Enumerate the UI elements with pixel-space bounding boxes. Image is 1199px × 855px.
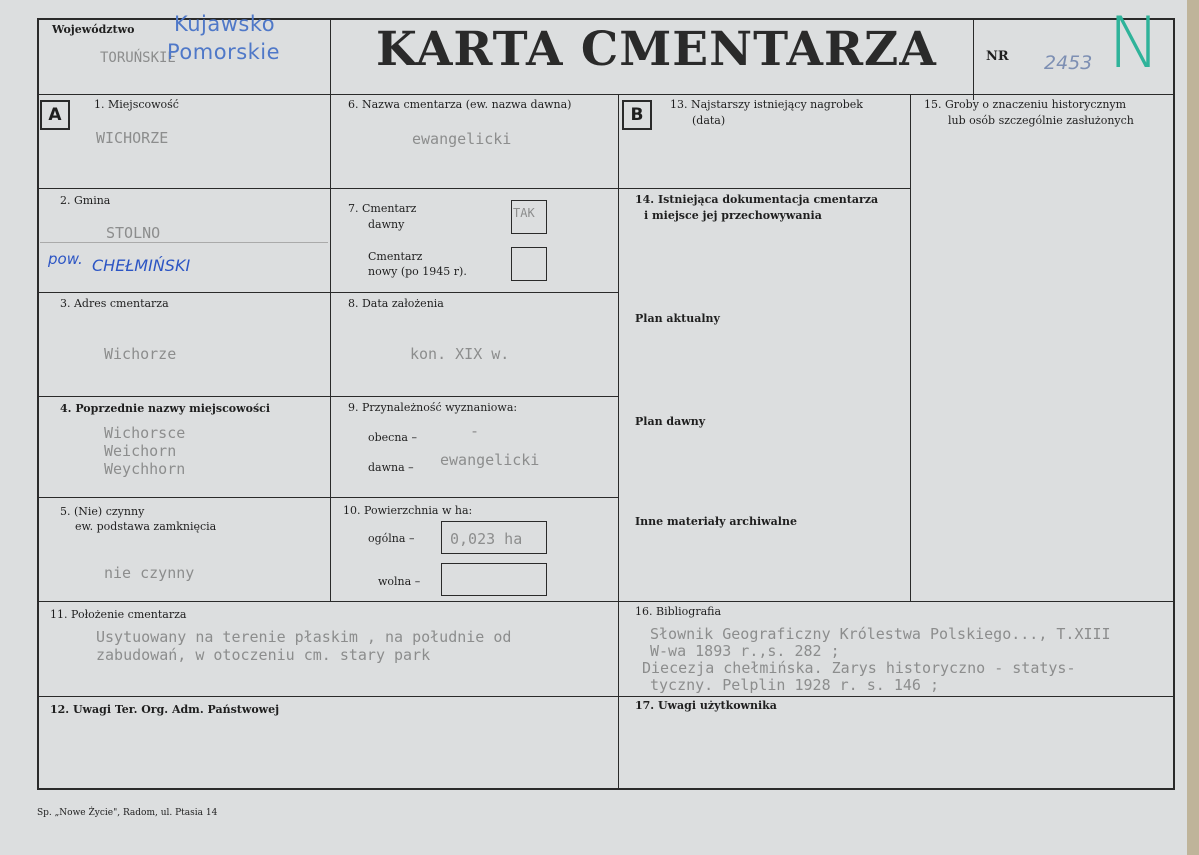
field4-value-2: Weichorn xyxy=(104,442,177,460)
field2-handwritten-value: CHEŁMIŃSKI xyxy=(92,256,191,275)
field9-former-value: ewangelicki xyxy=(440,451,540,469)
vline-col1 xyxy=(330,94,331,601)
field2-value: STOLNO xyxy=(106,224,161,242)
field14-label-1: 14. Istniejąca dokumentacja cmentarza xyxy=(635,193,879,206)
field5-value: nie czynny xyxy=(104,564,195,582)
field9-current-label: obecna – xyxy=(368,431,417,444)
bibliography-line-2: W-wa 1893 r.,s. 282 ; xyxy=(650,642,840,660)
card-edge xyxy=(1187,0,1199,855)
field8-value: kon. XIX w. xyxy=(410,345,510,363)
field7-label-1: 7. Cmentarz xyxy=(348,202,417,215)
field8-label: 8. Data założenia xyxy=(348,297,444,310)
field10-total-value: 0,023 ha xyxy=(450,530,523,548)
bibliography-line-4: tyczny. Pelplin 1928 r. s. 146 ; xyxy=(650,676,939,694)
stamp-line2: Pomorskie xyxy=(167,40,281,64)
field4-value-1: Wichorsce xyxy=(104,424,186,442)
field5-label-1: 5. (Nie) czynny xyxy=(60,505,145,518)
field10-total-box xyxy=(441,521,547,554)
field7-label-3: Cmentarz xyxy=(368,250,423,263)
hline-r4 xyxy=(37,497,618,498)
printer-imprint: Sp. „Nowe Życie", Radom, ul. Ptasia 14 xyxy=(37,808,218,818)
hline-b1 xyxy=(618,188,910,189)
field2-underline xyxy=(40,242,328,243)
field3-value: Wichorze xyxy=(104,345,177,363)
nr-value: 2453 xyxy=(1044,52,1093,74)
hline-r1 xyxy=(37,188,618,189)
bibliography-line-1: Słownik Geograficzny Królestwa Polskiego..., T.XIII xyxy=(650,625,1111,643)
hline-r2 xyxy=(37,292,618,293)
field13-label-2: (data) xyxy=(692,114,726,127)
hline-r5 xyxy=(37,601,1175,602)
field9-current-value: - xyxy=(470,422,480,440)
vline-col3 xyxy=(910,94,911,601)
voivodeship-value: TORUŃSKIE xyxy=(100,50,176,66)
page-title: KARTA CMENTARZA xyxy=(376,22,937,77)
field9-label: 9. Przynależność wyznaniowa: xyxy=(348,401,518,414)
other-archive-label: Inne materiały archiwalne xyxy=(635,515,797,528)
field13-label-1: 13. Najstarszy istniejący nagrobek xyxy=(670,98,863,111)
field2-handwritten-prefix: pow. xyxy=(48,250,83,268)
old-cemetery-checkbox xyxy=(511,200,547,234)
field10-free-box xyxy=(441,563,547,596)
field10-label: 10. Powierzchnia w ha: xyxy=(343,504,473,517)
header-divider xyxy=(37,94,1175,95)
vline-col2 xyxy=(618,94,619,790)
hline-r3 xyxy=(37,396,618,397)
field6-label: 6. Nazwa cmentarza (ew. nazwa dawna) xyxy=(348,98,572,111)
field9-former-label: dawna – xyxy=(368,461,414,474)
stamp-line1: Kujawsko xyxy=(174,12,276,36)
field15-label-2: lub osób szczególnie zasłużonych xyxy=(948,114,1134,127)
field11-label: 11. Położenie cmentarza xyxy=(50,608,187,621)
field6-value: ewangelicki xyxy=(412,130,512,148)
plan-current-label: Plan aktualny xyxy=(635,312,720,325)
header-vline-1 xyxy=(330,18,331,100)
new-cemetery-checkbox xyxy=(511,247,547,281)
field5-label-2: ew. podstawa zamknięcia xyxy=(75,520,217,533)
old-cemetery-checkbox-value: TAK xyxy=(513,206,535,220)
field3-label: 3. Adres cmentarza xyxy=(60,297,169,310)
nr-label: NR xyxy=(986,49,1009,64)
field11-line-2: zabudowań, w otoczeniu cm. stary park xyxy=(96,646,431,664)
hline-r6 xyxy=(37,696,1175,697)
voivodeship-label: Województwo xyxy=(52,23,135,36)
section-a-marker: A xyxy=(40,100,70,130)
section-b-marker: B xyxy=(622,100,652,130)
nr-mark: N xyxy=(1108,2,1161,84)
field12-label: 12. Uwagi Ter. Org. Adm. Państwowej xyxy=(50,703,280,716)
field15-label-1: 15. Groby o znaczeniu historycznym xyxy=(924,98,1127,111)
plan-old-label: Plan dawny xyxy=(635,415,706,428)
field10-free-label: wolna – xyxy=(378,575,421,588)
field10-total-label: ogólna – xyxy=(368,532,415,545)
field16-label: 16. Bibliografia xyxy=(635,605,722,618)
field4-label: 4. Poprzednie nazwy miejscowości xyxy=(60,402,271,415)
field17-label: 17. Uwagi użytkownika xyxy=(635,699,777,712)
field4-value-3: Weychhorn xyxy=(104,460,186,478)
field7-label-2: dawny xyxy=(368,218,405,231)
field1-label: 1. Miejscowość xyxy=(94,98,179,111)
field2-label: 2. Gmina xyxy=(60,194,111,207)
field11-line-1: Usytuowany na terenie płaskim , na południe od xyxy=(96,628,512,646)
header-vline-2 xyxy=(973,18,974,100)
field14-label-2: i miejsce jej przechowywania xyxy=(644,209,822,222)
field1-value: WICHORZE xyxy=(96,129,169,147)
field7-label-4: nowy (po 1945 r). xyxy=(368,265,467,278)
bibliography-line-3: Diecezja chełmińska. Zarys historyczno - statys- xyxy=(642,659,1076,677)
